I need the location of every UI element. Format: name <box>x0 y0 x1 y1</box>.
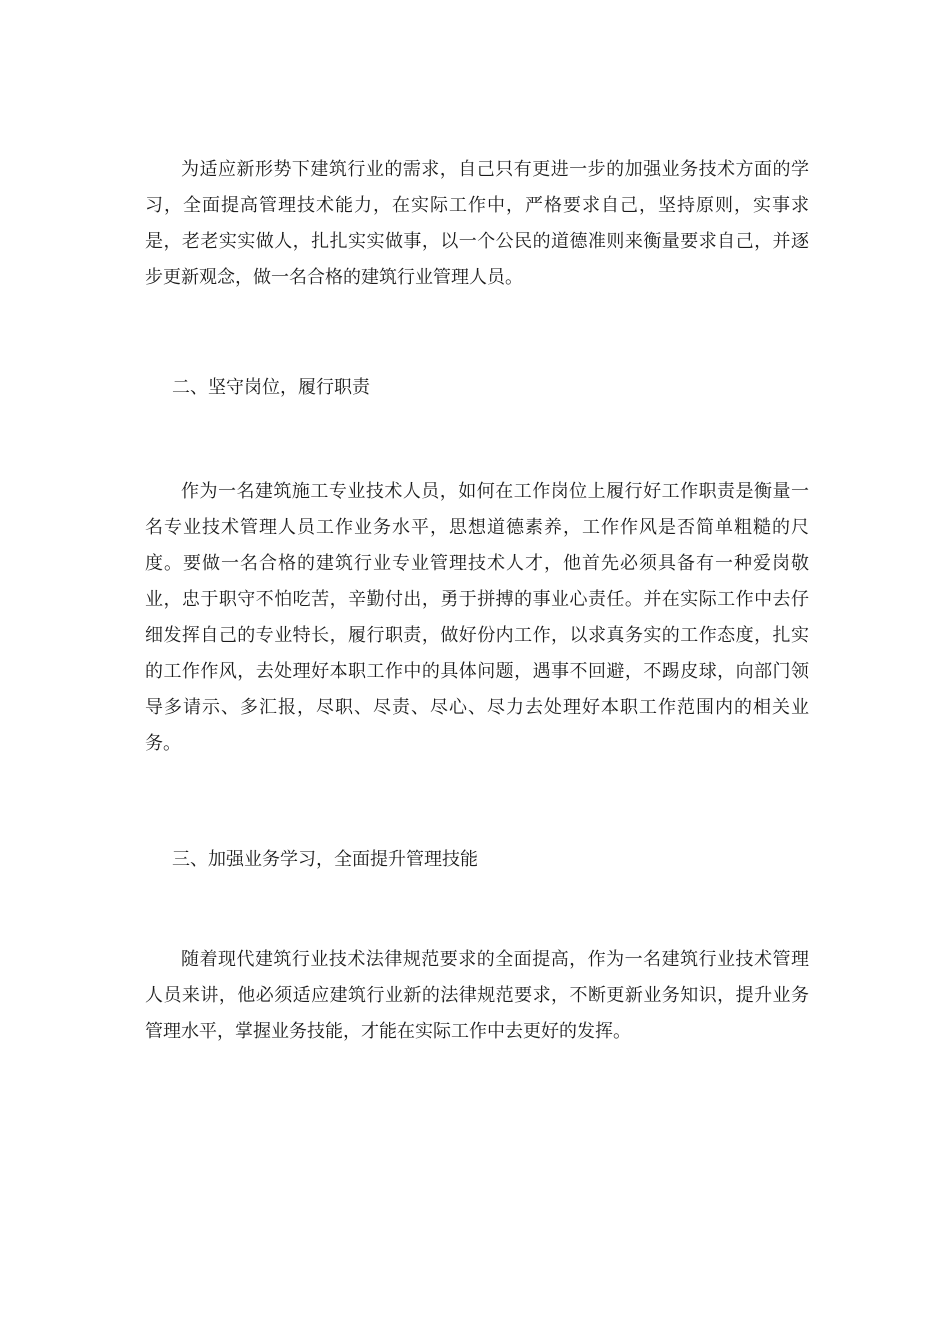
body-paragraph-intro: 为适应新形势下建筑行业的需求，自己只有更进一步的加强业务技术方面的学习，全面提高管理技术能力，在实际工作中，严格要求自己，坚持原则，实事求是，老老实实做人，扎扎实实做事，以一个公民的道德准则来衡量要求自己，并逐步更新观念，做一名合格的建筑行业管理人员。 <box>145 159 809 288</box>
section-heading-2: 二、坚守岗位，履行职责 <box>172 377 370 398</box>
section-heading-3: 三、加强业务学习，全面提升管理技能 <box>172 849 478 870</box>
body-paragraph-section-2: 作为一名建筑施工专业技术人员，如何在工作岗位上履行好工作职责是衡量一名专业技术管理人员工作业务水平，思想道德素养，工作作风是否简单粗糙的尺度。要做一名合格的建筑行业专业管理技术人才，他首先必须具备有一种爱岗敬业，忠于职守不怕吃苦，辛勤付出，勇于拼搏的事业心责任。并在实际工作中去仔细发挥自己的专业特长，履行职责，做好份内工作，以求真务实的工作态度，扎实的工作作风，去处理好本职工作中的具体问题，遇事不回避，不踢皮球，向部门领导多请示、多汇报，尽职、尽责、尽心、尽力去处理好本职工作范围内的相关业务。 <box>145 481 809 754</box>
body-paragraph-section-3: 随着现代建筑行业技术法律规范要求的全面提高，作为一名建筑行业技术管理人员来讲，他必须适应建筑行业新的法律规范要求，不断更新业务知识，提升业务管理水平，掌握业务技能，才能在实际工作中去更好的发挥。 <box>145 949 809 1042</box>
